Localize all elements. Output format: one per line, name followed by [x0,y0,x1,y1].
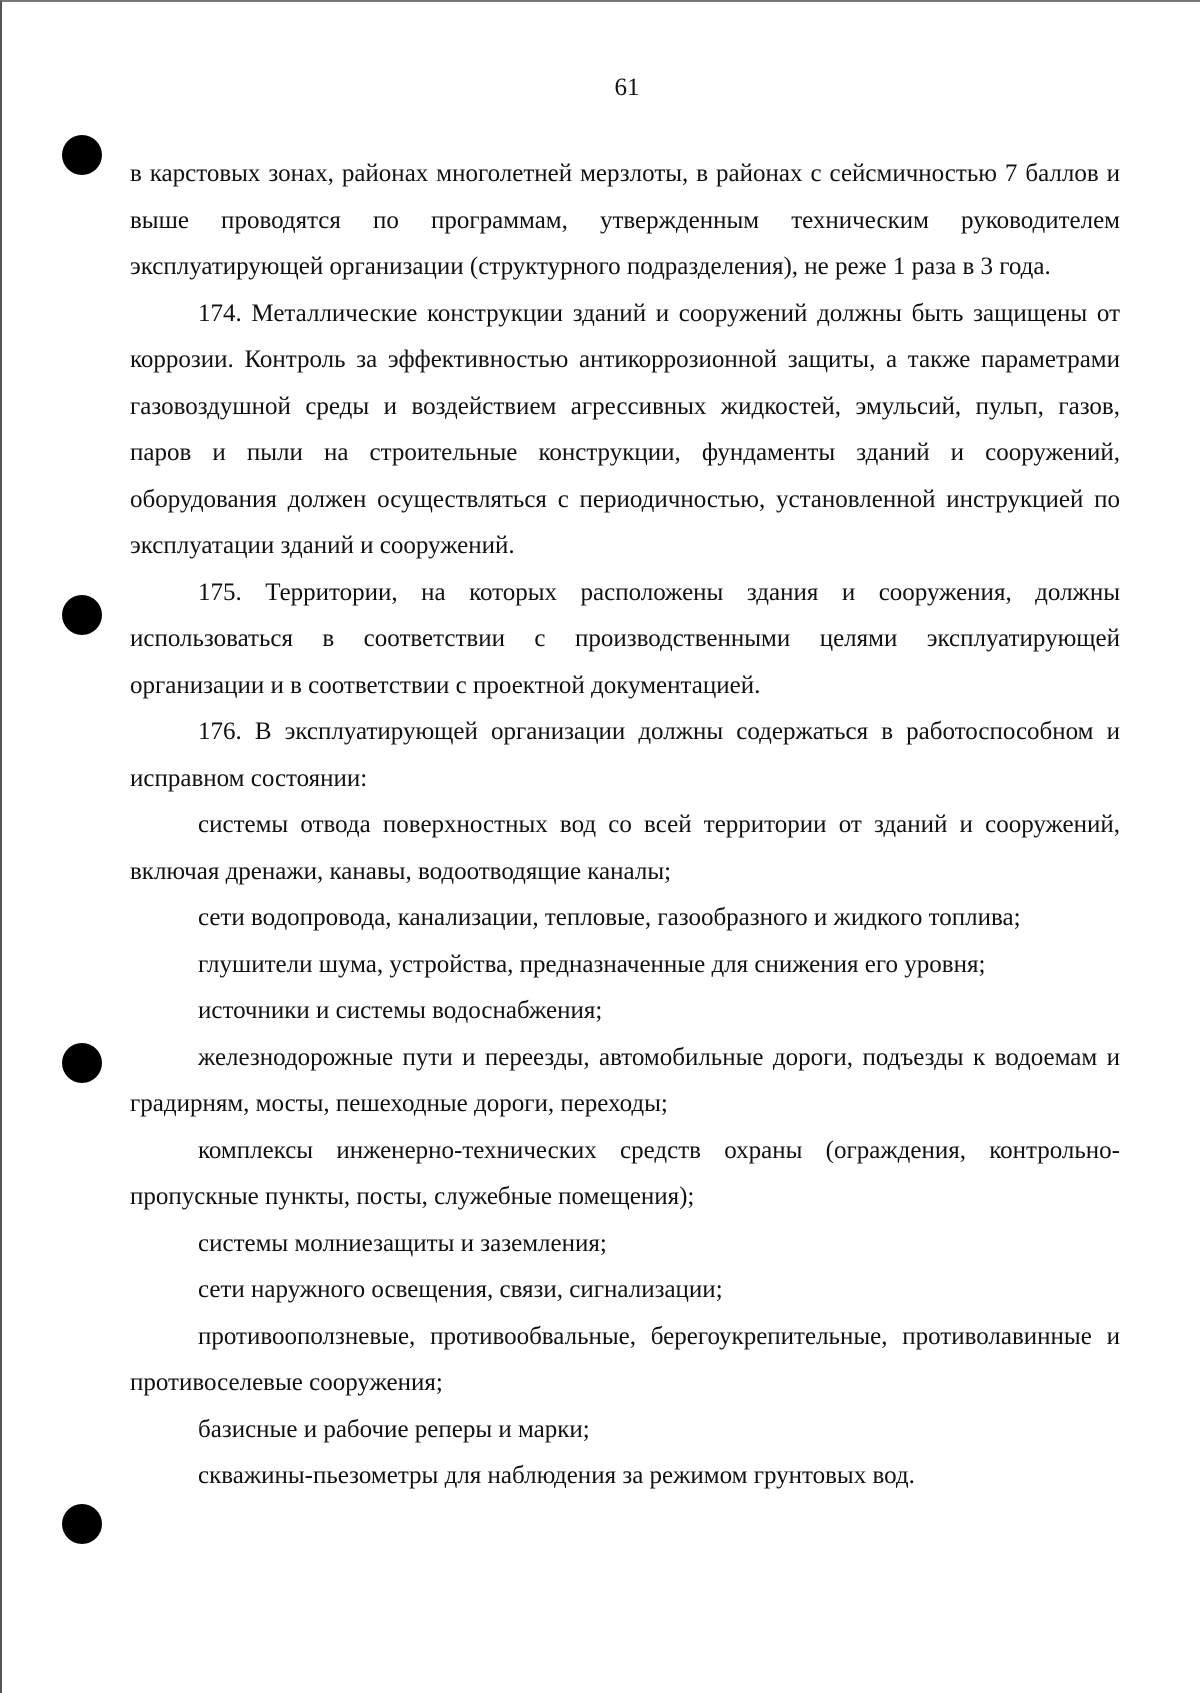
paragraph-continuation: в карстовых зонах, районах многолетней мерзлоты, в районах с сейсмичностью 7 баллов и выше проводятся по программам, утвержденным техническим руководителем эксплуатирующей организации (структурного подразделения), не реже 1 раза в 3 года. [130,160,1120,280]
list-item-networks: сети водопровода, канализации, тепловые, газообразного и жидкого топлива; [198,904,1021,931]
list-item-lightning: системы молниезащиты и заземления; [198,1229,607,1257]
paragraph-174: 174. Металлические конструкции зданий и сооружений должны быть защищены от коррозии. Контроль за эффективностью антикоррозионной защиты, а также параметрами газовоздушной среды и воздействием агрессивных жидкостей, эмульсий, пульп, газов, паров и пыли на строительные конструкции, фундаменты зданий и сооружений, оборудования должен осуществляться с периодичностью, установленной инструкцией по эксплуатации зданий и сооружений. [130,299,1120,559]
list-item-water-supply: источники и системы водоснабжения; [198,997,603,1024]
list-item-protective-structures: противооползневые, противообвальные, берегоукрепительные, противолавинные и противоселевые сооружения; [130,1322,1120,1396]
list-item-piezometers: скважины-пьезометры для наблюдения за режимом грунтовых вод. [198,1462,915,1489]
list-item-drainage: системы отвода поверхностных вод со всей территории от зданий и сооружений, включая дренажи, канавы, водоотводящие каналы; [130,811,1120,885]
paragraph-176: 176. В эксплуатирующей организации должны содержаться в работоспособном и исправном состоянии: [130,718,1120,792]
punch-hole [62,135,102,175]
list-item-roads: железнодорожные пути и переезды, автомобильные дороги, подъезды к водоемам и градирням, мосты, пешеходные дороги, переходы; [130,1043,1120,1117]
document-body [130,151,1120,1500]
paragraph-175: 175. Территории, на которых расположены здания и сооружения, должны использоваться в соответствии с производственными целями эксплуатирующей организации и в соответствии с проектной документацией. [130,578,1120,699]
punch-hole [62,1504,102,1544]
list-item-lighting: сети наружного освещения, связи, сигнализации; [198,1276,723,1303]
page-number: 61 [614,74,640,101]
punch-hole [62,595,102,635]
list-item-silencers: глушители шума, устройства, предназначенные для снижения его уровня; [198,950,986,978]
list-item-benchmarks: базисные и рабочие реперы и марки; [198,1415,590,1443]
list-item-security: комплексы инженерно-технических средств охраны (ограждения, контрольно-пропускные пункты, посты, служебные помещения); [130,1136,1120,1210]
punch-hole [62,1043,102,1083]
